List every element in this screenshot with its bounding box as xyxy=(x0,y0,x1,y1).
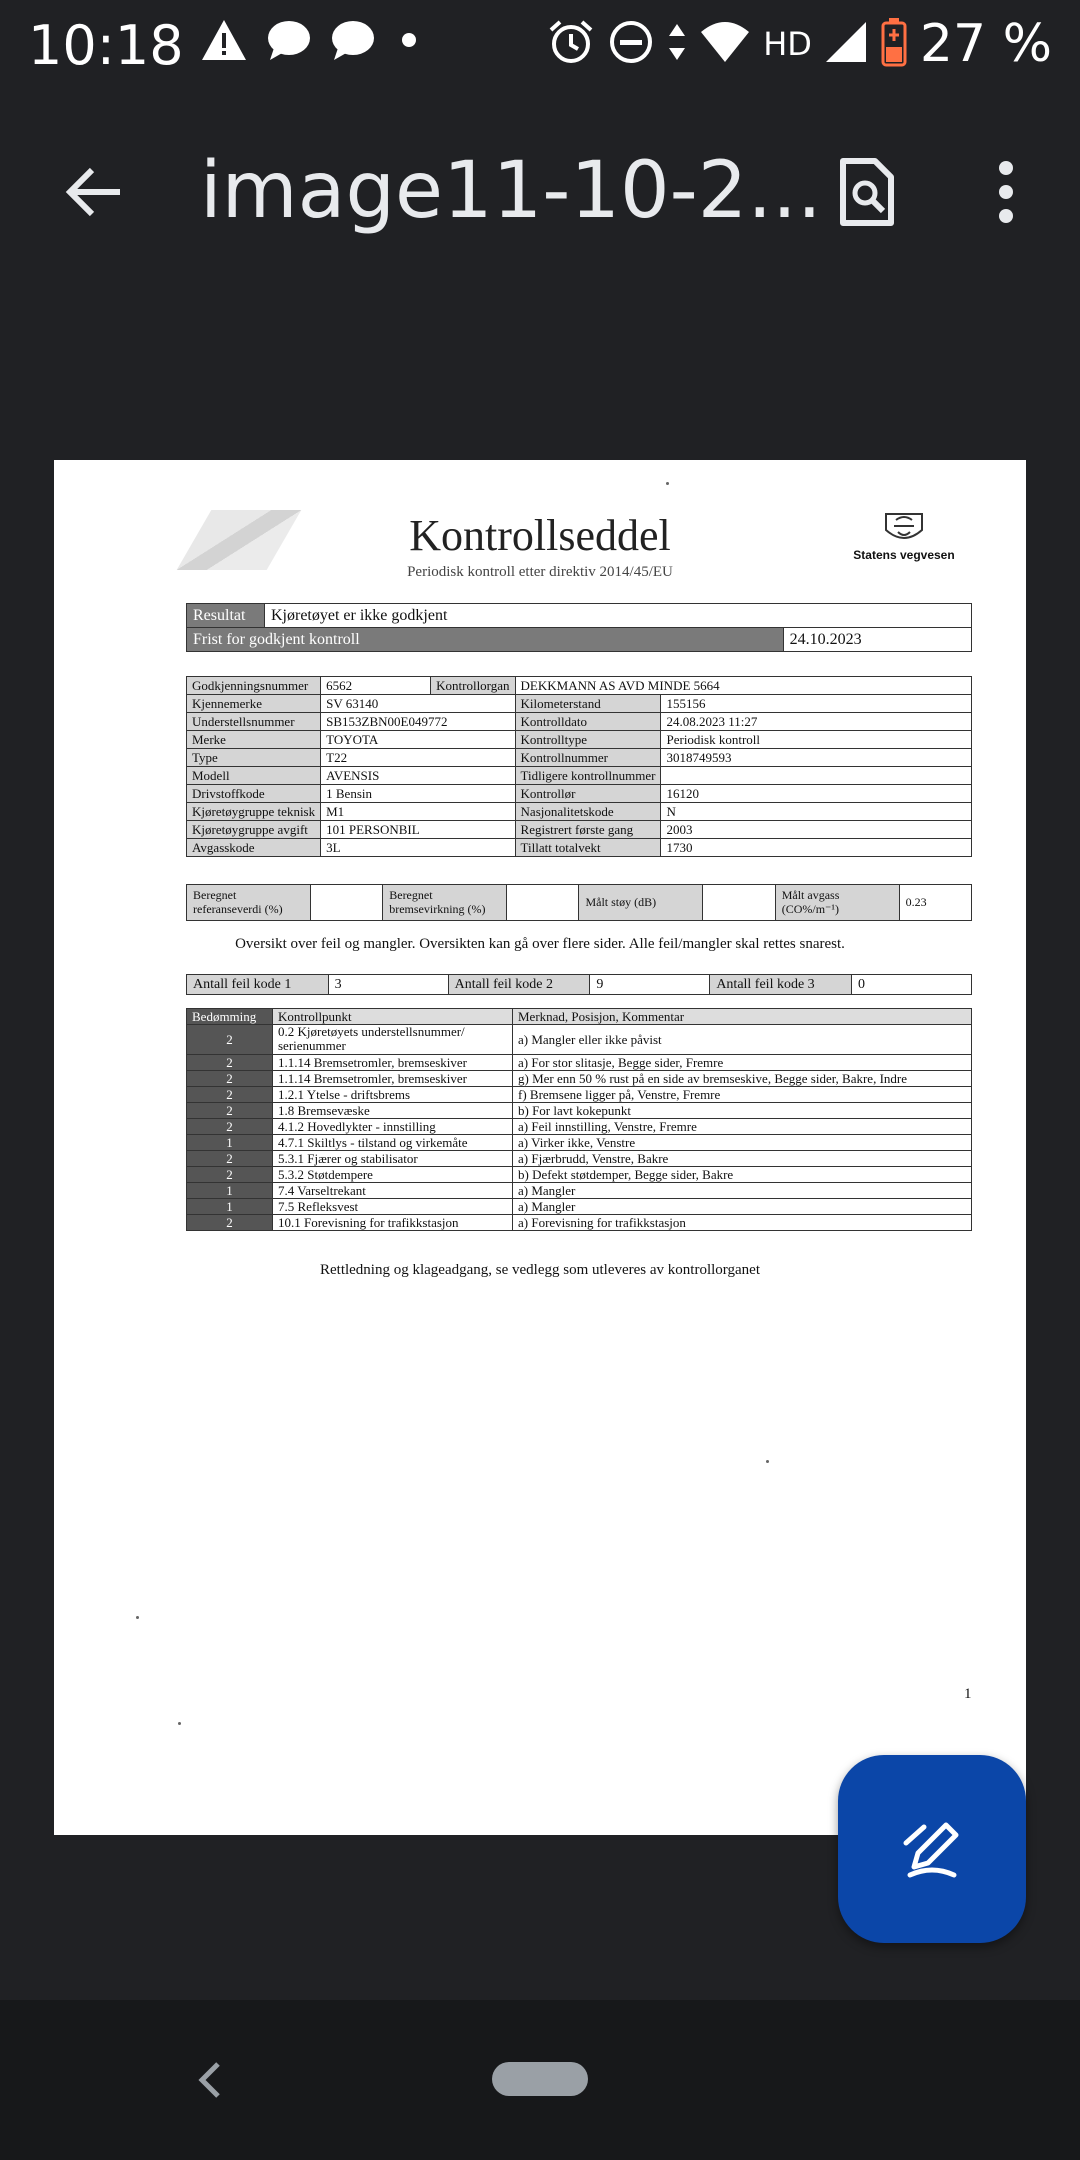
network-type-label: HD xyxy=(763,25,812,63)
defect-point: 10.1 Forevisning for trafikkstasjon xyxy=(273,1214,513,1230)
vehicle-info-row xyxy=(187,713,972,731)
field-value: 2003 xyxy=(661,821,972,839)
measurement-label: Målt avgass (CO%/m⁻¹) xyxy=(775,885,899,921)
status-bar xyxy=(0,0,1080,84)
battery-low-icon xyxy=(880,17,908,72)
defect-row xyxy=(187,1025,972,1055)
measurement-value: 0.23 xyxy=(899,885,971,921)
control-body-value: DEKKMANN AS AVD MINDE 5664 xyxy=(515,677,971,695)
field-value: 16120 xyxy=(661,785,972,803)
field-label: Registrert første gang xyxy=(515,821,661,839)
defect-point: 1.2.1 Ytelse - driftsbrems xyxy=(273,1086,513,1102)
vehicle-info-row xyxy=(187,803,972,821)
defect-remark: a) Mangler eller ikke påvist xyxy=(513,1025,972,1055)
scan-speck xyxy=(136,1616,139,1619)
defect-code: 1 xyxy=(187,1198,273,1214)
field-label: Kontrolldato xyxy=(515,713,661,731)
back-button[interactable] xyxy=(56,154,132,230)
edit-pen-icon xyxy=(896,1813,968,1885)
scan-speck xyxy=(666,482,669,485)
document-page[interactable] xyxy=(54,460,1026,1835)
defect-row xyxy=(187,1134,972,1150)
dot-icon xyxy=(394,18,424,67)
defect-remark: b) For lavt kokepunkt xyxy=(513,1102,972,1118)
field-value: Periodisk kontroll xyxy=(661,731,972,749)
find-in-page-icon xyxy=(837,157,895,227)
guidance-text: Rettledning og klageadgang, se vedlegg som utleveres av kontrollorganet xyxy=(319,1262,761,1278)
defect-point: 1.1.14 Bremsetromler, bremseskiver xyxy=(273,1054,513,1070)
defect-row xyxy=(187,1070,972,1086)
field-value: 155156 xyxy=(661,695,972,713)
field-value: 6562 xyxy=(321,677,431,695)
field-label: Kontrollnummer xyxy=(515,749,661,767)
field-value: SB153ZBN00E049772 xyxy=(321,713,515,731)
vehicle-info-row xyxy=(187,821,972,839)
defect-point: 7.5 Refleksvest xyxy=(273,1198,513,1214)
vehicle-info-row xyxy=(187,839,972,857)
fault-count-value: 0 xyxy=(852,975,972,995)
field-value: 3L xyxy=(321,839,515,857)
defect-row xyxy=(187,1102,972,1118)
fault-count-label: Antall feil kode 3 xyxy=(710,975,852,995)
vehicle-info-row xyxy=(187,767,972,785)
field-label: Kontrollør xyxy=(515,785,661,803)
field-label: Kjennemerke xyxy=(187,695,321,713)
home-pill[interactable] xyxy=(492,2062,588,2096)
find-in-page-button[interactable] xyxy=(826,150,906,234)
more-vert-icon xyxy=(996,160,1016,224)
defect-code: 2 xyxy=(187,1025,273,1055)
defect-code: 1 xyxy=(187,1182,273,1198)
field-value: N xyxy=(661,803,972,821)
defect-code: 2 xyxy=(187,1102,273,1118)
defects-header-row xyxy=(187,1009,972,1025)
field-label: Modell xyxy=(187,767,321,785)
defect-code: 2 xyxy=(187,1166,273,1182)
defect-point: 1.8 Bremsevæske xyxy=(273,1102,513,1118)
chat-bubble-icon xyxy=(266,18,312,67)
fault-count-label: Antall feil kode 2 xyxy=(448,975,590,995)
field-label: Understellsnummer xyxy=(187,713,321,731)
field-value: SV 63140 xyxy=(321,695,515,713)
form-title: Kontrollseddel xyxy=(409,511,671,560)
control-body-label: Kontrollorgan xyxy=(431,677,515,695)
defect-remark: a) Virker ikke, Venstre xyxy=(513,1134,972,1150)
defect-point: 7.4 Varseltrekant xyxy=(273,1182,513,1198)
vehicle-info-row xyxy=(187,731,972,749)
defect-row xyxy=(187,1182,972,1198)
defect-remark: a) Feil innstilling, Venstre, Fremre xyxy=(513,1118,972,1134)
field-label: Tidligere kontrollnummer xyxy=(515,767,661,785)
field-label: Kontrolltype xyxy=(515,731,661,749)
field-label: Avgasskode xyxy=(187,839,321,857)
form-subtitle: Periodisk kontroll etter direktiv 2014/45/EU xyxy=(407,564,673,580)
defect-row xyxy=(187,1054,972,1070)
measurement-value xyxy=(310,885,382,921)
vehicle-info-row xyxy=(187,695,972,713)
defect-remark: a) For stor slitasje, Begge sider, Fremre xyxy=(513,1054,972,1070)
data-arrows-icon xyxy=(667,18,687,71)
deadline-label: Frist for godkjent kontroll xyxy=(187,628,784,652)
column-header: Kontrollpunkt xyxy=(273,1009,513,1025)
measurements-table xyxy=(186,884,972,921)
defect-remark: a) Forevisning for trafikkstasjon xyxy=(513,1214,972,1230)
nav-back-button[interactable] xyxy=(180,2048,240,2112)
defect-point: 1.1.14 Bremsetromler, bremseskiver xyxy=(273,1070,513,1086)
defect-remark: a) Fjærbrudd, Venstre, Bakre xyxy=(513,1150,972,1166)
defect-row xyxy=(187,1214,972,1230)
notification-icons xyxy=(200,18,424,67)
defect-code: 2 xyxy=(187,1150,273,1166)
defect-row xyxy=(187,1166,972,1182)
measurement-value xyxy=(703,885,775,921)
alarm-icon xyxy=(547,18,595,71)
fault-count-table xyxy=(186,974,972,995)
chat-bubble-icon xyxy=(330,18,376,67)
field-label: Godkjenningsnummer xyxy=(187,677,321,695)
back-arrow-icon xyxy=(64,164,124,220)
field-value xyxy=(661,767,972,785)
result-value: Kjøretøyet er ikke godkjent xyxy=(265,604,972,628)
system-icons xyxy=(547,14,1052,74)
field-value: 1 Bensin xyxy=(321,785,515,803)
defect-row xyxy=(187,1150,972,1166)
measurement-label: Beregnet referanseverdi (%) xyxy=(187,885,311,921)
defect-row xyxy=(187,1086,972,1102)
field-value: AVENSIS xyxy=(321,767,515,785)
do-not-disturb-icon xyxy=(607,18,655,71)
field-value: M1 xyxy=(321,803,515,821)
signal-icon xyxy=(824,20,868,69)
field-value: 1730 xyxy=(661,839,972,857)
fault-count-value: 3 xyxy=(328,975,448,995)
defect-point: 5.3.2 Støtdempere xyxy=(273,1166,513,1182)
navigation-bar xyxy=(0,2000,1080,2160)
wifi-icon xyxy=(699,20,751,69)
defect-point: 4.7.1 Skiltlys - tilstand og virkemåte xyxy=(273,1134,513,1150)
vehicle-info-row xyxy=(187,677,972,695)
column-header: Bedømming xyxy=(187,1009,273,1025)
defect-remark: g) Mer enn 50 % rust på en side av bremseskive, Begge sider, Bakre, Indre xyxy=(513,1070,972,1086)
defect-row xyxy=(187,1198,972,1214)
document-title: image11-10-2... xyxy=(200,146,822,236)
column-header: Merknad, Posisjon, Kommentar xyxy=(513,1009,972,1025)
shield-icon xyxy=(882,512,926,546)
field-value: 3018749593 xyxy=(661,749,972,767)
defects-table xyxy=(186,1008,972,1231)
defect-code: 2 xyxy=(187,1070,273,1086)
measurement-label: Målt støy (dB) xyxy=(579,885,703,921)
page-number: 1 xyxy=(964,1686,972,1702)
app-bar xyxy=(0,120,1080,260)
defect-remark: b) Defekt støtdemper, Begge sider, Bakre xyxy=(513,1166,972,1182)
defect-point: 0.2 Kjøretøyets understellsnummer/ serienummer xyxy=(273,1025,513,1055)
status-time: 10:18 xyxy=(28,14,184,77)
defect-code: 2 xyxy=(187,1118,273,1134)
defect-row xyxy=(187,1118,972,1134)
field-value: T22 xyxy=(321,749,515,767)
result-table xyxy=(186,603,972,652)
defect-point: 5.3.1 Fjærer og stabilisator xyxy=(273,1150,513,1166)
field-value: 24.08.2023 11:27 xyxy=(661,713,972,731)
field-label: Drivstoffkode xyxy=(187,785,321,803)
result-label: Resultat xyxy=(187,604,265,628)
agency-name: Statens vegvesen xyxy=(853,548,955,562)
field-label: Type xyxy=(187,749,321,767)
fault-count-label: Antall feil kode 1 xyxy=(187,975,329,995)
field-label: Merke xyxy=(187,731,321,749)
measurement-label: Beregnet bremsevirkning (%) xyxy=(383,885,507,921)
defect-code: 2 xyxy=(187,1086,273,1102)
vehicle-info-table xyxy=(186,676,972,857)
field-label: Kjøretøygruppe avgift xyxy=(187,821,321,839)
agency-logo xyxy=(844,512,964,562)
field-label: Kilometerstand xyxy=(515,695,661,713)
defect-code: 2 xyxy=(187,1054,273,1070)
annotate-button[interactable] xyxy=(838,1755,1026,1943)
more-options-button[interactable] xyxy=(968,150,1044,234)
scan-speck xyxy=(766,1460,769,1463)
field-label: Tillatt totalvekt xyxy=(515,839,661,857)
field-value: 101 PERSONBIL xyxy=(321,821,515,839)
defect-code: 2 xyxy=(187,1214,273,1230)
scan-speck xyxy=(178,1722,181,1725)
vehicle-info-row xyxy=(187,785,972,803)
defect-remark: f) Bremsene ligger på, Venstre, Fremre xyxy=(513,1086,972,1102)
deadline-value: 24.10.2023 xyxy=(783,628,971,652)
field-label: Nasjonalitetskode xyxy=(515,803,661,821)
field-label: Kjøretøygruppe teknisk xyxy=(187,803,321,821)
fault-count-value: 9 xyxy=(590,975,710,995)
defect-code: 1 xyxy=(187,1134,273,1150)
battery-percent: 27 % xyxy=(919,14,1052,74)
defect-point: 4.1.2 Hovedlykter - innstilling xyxy=(273,1118,513,1134)
overview-text: Oversikt over feil og mangler. Oversikten kan gå over flere sider. Alle feil/mangler skal rettes snarest. xyxy=(235,936,845,952)
measurement-value xyxy=(507,885,579,921)
warning-icon xyxy=(200,18,248,67)
defect-remark: a) Mangler xyxy=(513,1182,972,1198)
field-value: TOYOTA xyxy=(321,731,515,749)
vehicle-info-row xyxy=(187,749,972,767)
nav-back-icon xyxy=(198,2060,222,2100)
defect-remark: a) Mangler xyxy=(513,1198,972,1214)
